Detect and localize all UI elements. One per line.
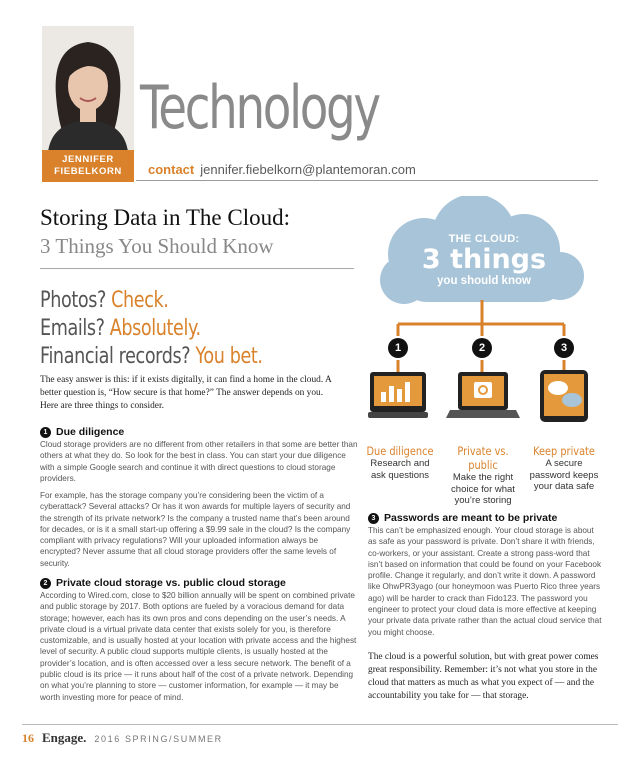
connector-lines [398,300,564,372]
section-3-paragraph: This can’t be emphasized enough. Your cloud storage is about as safe as your password is private. Don’t share it with friends, co-workers, or your assistant. Create a strong pass-word that isn’t based on information that could be found on your Facebook profile. Change it regularly, and don’t write it down. A password like OhwPR3yago (our honeymoon was Puerto Rico three years ago) will be harder to crack than Fido123. The password you engineer to protect your cloud data is more effective at keeping your private data private rather than the actual cloud service that you might choose. [368,526,602,637]
item-desc-line: password keeps [529,469,599,481]
infographic-item-3 [524,444,604,493]
hook-answer: Absolutely. [109,316,201,341]
section-3-heading [368,512,557,524]
section-number-badge: 3 [368,513,379,524]
hook-line-3 [40,346,263,368]
item-desc-line: your data safe [533,481,595,492]
section-number-badge: 2 [40,578,51,589]
item-desc-line: Research and [370,458,430,469]
hook-answer: You bet. [195,344,263,369]
hook-question: Photos? [40,288,106,313]
monitor-chart-icon [368,372,428,418]
section-1-paragraph-1: Cloud storage providers are no different from other retailers in that some are better than others at what they do. So look for the best in class. You can start your due diligence with a simple Google search and continue it with direct questions to cloud storage providers. [40,440,358,483]
cloud-infographic [364,196,604,428]
author-first-name: JENNIFER [62,154,114,165]
infographic-item-2 [440,444,526,507]
step-2-badge: 2 [472,338,492,358]
author-photo [42,26,134,152]
magazine-name: Engage. [42,730,87,745]
item-label: Private vs. public [457,444,509,472]
cloud-heading: THE CLOUD: [448,233,520,245]
item-label: Due diligence [366,444,434,458]
section-2-paragraph: According to Wired.com, close to $20 billion annually will be spent on combined private and public storage by 2017. Both options are fueled by a voracious demand for data storage; however, each has its own pros and cons depending on the user’s needs. A private cloud is a virtual private data center that exists solely for you, is therefore customizable, and is usually hosted at your location with private access and the highest level of security. A public cloud supports multiple clients, is usually hosted at the provider’s location, and is often accessed over a less secure network. The benefit of a public cloud is its price — it runs about half of the cost of a private network. Depending on what you’re planning to store — customer information, for example — it may be worth investing more for peace of mind. [40,591,357,702]
item-desc-line: choice for what [451,483,515,495]
section-title: Passwords are meant to be private [384,512,558,524]
title-divider [40,268,354,269]
header-divider [136,180,598,181]
author-last-name: FIEBELKORN [54,166,122,177]
contact-email[interactable]: jennifer.fiebelkorn@plantemoran.com [200,162,416,177]
hook-line-2 [40,318,201,340]
section-number-badge: 1 [40,427,51,438]
infographic-item-1 [358,444,442,481]
cloud-caption: you should know [437,275,531,287]
issue-label: 2016 SPRING/SUMMER [94,734,223,744]
hook-answer: Check. [111,288,169,313]
section-title: Private cloud storage vs. public cloud storage [56,577,286,589]
conclusion-paragraph: The cloud is a powerful solution, but with great power comes great responsibility. Remember: it’s not what you store in the cloud that matters as much as what you expect of — and the accountability you take for — that storage. [368,652,599,701]
item-label: Keep private [533,444,595,458]
author-name-box [42,150,134,182]
item-desc-line: A secure [545,458,583,469]
hook-question: Financial records? [40,344,191,369]
article-subtitle: 3 Things You Should Know [40,234,274,258]
contact-line [148,162,416,177]
item-desc-line: ask questions [370,469,430,481]
step-1-badge: 1 [388,338,408,358]
hook-question: Emails? [40,316,105,341]
hook-line-1 [40,290,168,312]
page-number: 16 [22,731,34,745]
intro-paragraph: The easy answer is this: if it exists digitally, it can find a home in the cloud. A better question is, “How secure is that home?” The answer depends on you. Here are three things to consider. [40,375,332,411]
cloud-text [404,232,564,288]
section-title: Due diligence [56,426,125,438]
laptop-cloud-icon [446,372,520,418]
tablet-chat-icon [540,370,588,422]
page-footer [22,731,223,744]
item-desc-line: Make the right [452,472,514,483]
section-1-paragraph-2: For example, has the storage company you’re considering been the victim of a cyberattack? Several attacks? Or has it won awards for multiple layers of security and the strength of its private network? Is the company a trusted name that’s been around for decades, or is it a small start-up offering a $9.99 sale in the cloud? Is the company compliant with privacy regulations? Will your uploaded information always be encrypted? Never assume that all cloud storage providers offer the same levels of security. [40,491,351,568]
department-title: Technology [140,73,379,143]
section-1-heading [40,426,124,438]
step-3-badge: 3 [554,338,574,358]
contact-label: contact [148,162,195,177]
item-desc-line: you’re storing [454,495,512,506]
section-2-heading [40,577,286,589]
cloud-big-text: 3 things [421,244,547,275]
article-title: Storing Data in The Cloud: [40,205,291,230]
footer-divider [22,724,618,725]
